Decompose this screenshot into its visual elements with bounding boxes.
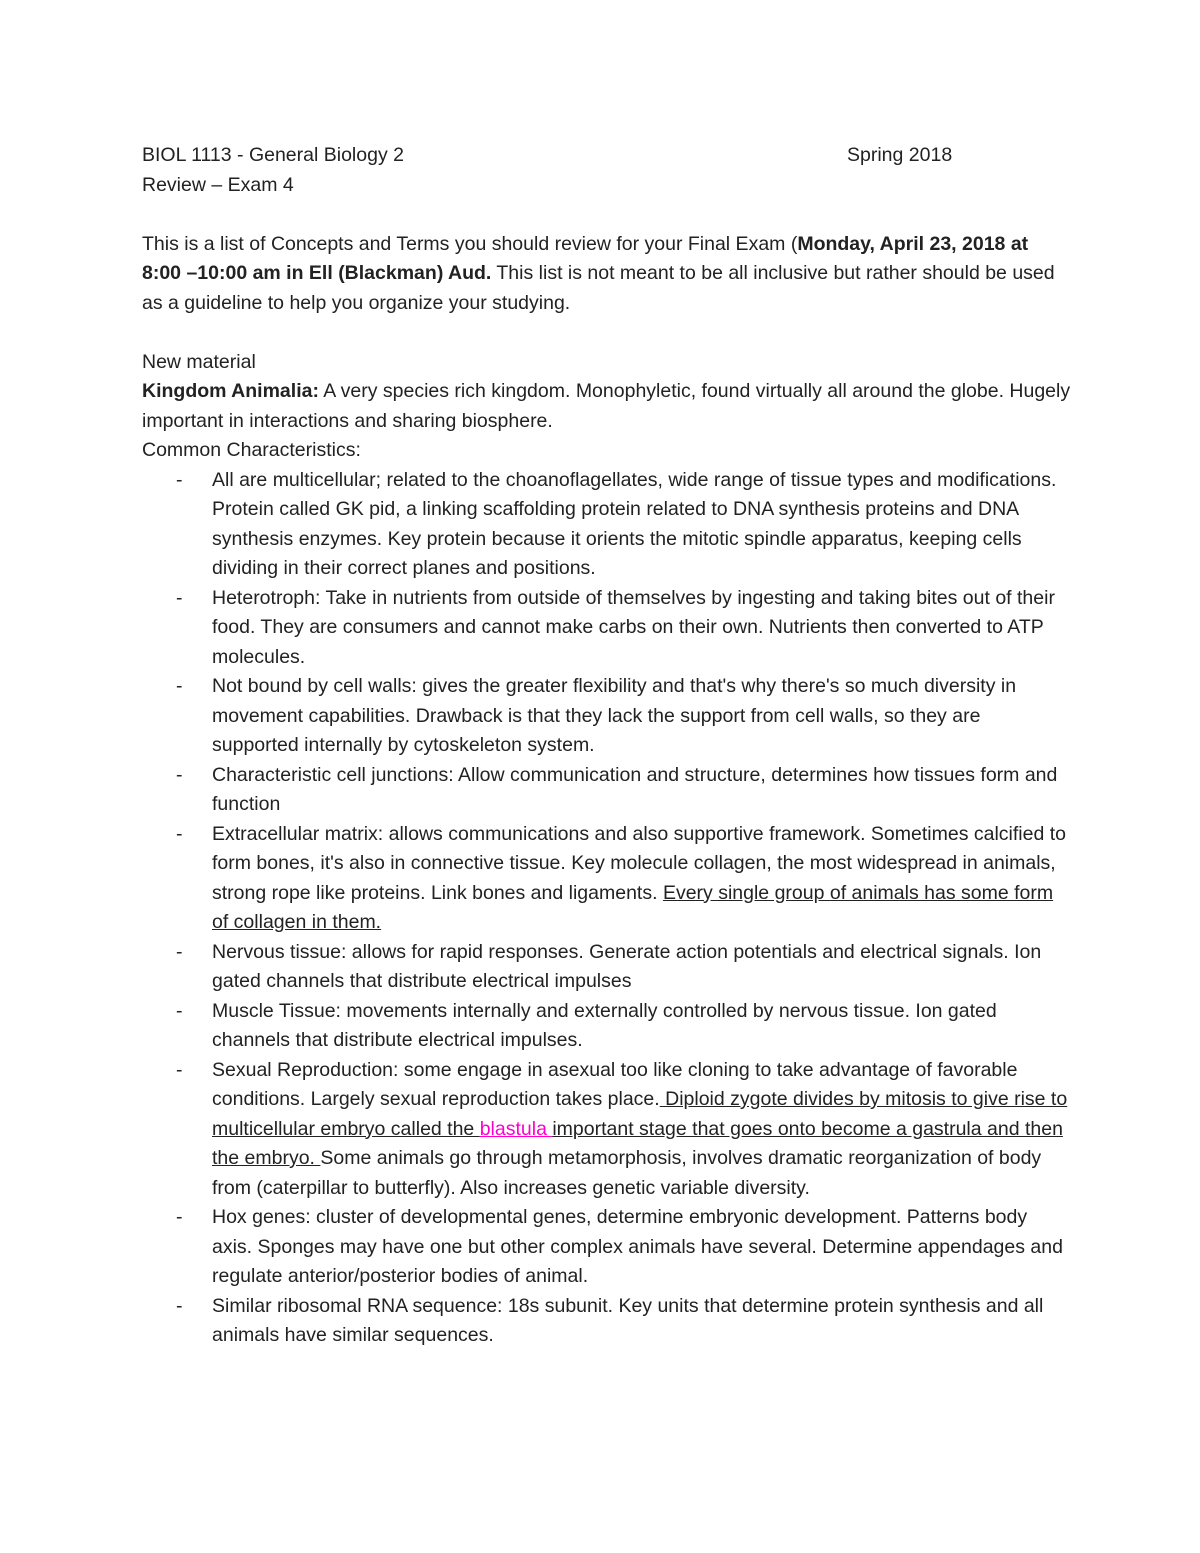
spacer — [142, 200, 1072, 230]
bullet-dash: - — [176, 999, 183, 1022]
list-item — [142, 1056, 1072, 1204]
kingdom-text: A very species rich kingdom. Monophyletic, found virtually all around the globe. Hugely important in interactions and sharing biosphere. — [142, 380, 1071, 432]
list-item — [142, 466, 1072, 584]
bullet-text: Sexual Reproduction: some engage in asexual too like cloning to take advantage of favorable conditions. Largely sexual reproduction takes place. — [212, 1058, 1018, 1110]
bullet-dash: - — [176, 468, 183, 491]
bullet-dash: - — [176, 822, 183, 845]
bullet-dash: - — [176, 940, 183, 963]
bullet-text: Characteristic cell junctions: Allow communication and structure, determines how tissues form and function — [212, 763, 1058, 815]
section-label: New material — [142, 350, 256, 373]
bullet-text: Muscle Tissue: movements internally and externally controlled by nervous tissue. Ion gated channels that distribute electrical impulses. — [212, 999, 997, 1051]
bullet-dash: - — [176, 675, 183, 697]
bullet-text: Extracellular matrix: allows communications and also supportive framework. Sometimes calcified to form bones, it's also in connective tissue. Key molecule collagen, the most widespread in animals, strong rope like proteins. Link bones and ligaments. — [212, 822, 1066, 904]
bullet-dash: - — [176, 763, 183, 786]
underlined-text: Diploid zygote divides by mitosis to give rise to multicellular embryo called the — [212, 1088, 1068, 1140]
characteristics-label: Common Characteristics: — [142, 439, 361, 461]
underlined-text: Every single group of animals has some form of collagen in them. — [212, 881, 1054, 933]
bullet-text: Similar ribosomal RNA sequence: 18s subunit. Key units that determine protein synthesis and all animals have similar sequences. — [212, 1294, 1044, 1346]
intro-text-2: This list is not meant to be all inclusive but rather should be used as a guideline to help you organize your studying. — [142, 262, 1055, 314]
underlined-text: important stage that goes onto become a gastrula and then the embryo. — [212, 1117, 1063, 1169]
course-title: BIOL 1113 - General Biology 2 — [142, 144, 404, 166]
exam-date-bold: Monday, April 23, 2018 at 8:00 –10:00 am in Ell (Blackman) Aud. — [142, 232, 1029, 284]
bullet-dash: - — [176, 586, 183, 609]
bullet-text: Not bound by cell walls: gives the greater flexibility and that's why there's so much diversity in movement capabilities. Drawback is that they lack the support from cell walls, so they are supported internally by cytoskeleton system. — [212, 675, 1017, 756]
list-item — [142, 584, 1072, 673]
bullet-text: Some animals go through metamorphosis, involves dramatic reorganization of body from (caterpillar to butterfly). Also increases genetic variable diversity. — [212, 1147, 1042, 1199]
spacer — [142, 318, 1072, 348]
list-item — [142, 761, 1072, 820]
bullet-text: Hox genes: cluster of developmental genes, determine embryonic development. Patterns body axis. Sponges may have one but other complex animals have several. Determine appendages and regulate anterior/posterior bodies of animal. — [212, 1206, 1063, 1287]
blastula-highlight: blastula — [479, 1117, 553, 1140]
intro-text-1: This is a list of Concepts and Terms you should review for your Final Exam ( — [142, 232, 798, 255]
intro-paragraph — [142, 230, 1072, 319]
bullet-dash: - — [176, 1206, 183, 1228]
kingdom-paragraph — [142, 377, 1072, 436]
document-page — [142, 141, 1072, 1351]
list-item — [142, 997, 1072, 1056]
list-item — [142, 938, 1072, 997]
list-item — [142, 1203, 1072, 1292]
bullet-dash: - — [176, 1058, 183, 1081]
bullet-text: Heterotroph: Take in nutrients from outside of themselves by ingesting and taking bites out of their food. They are consumers and cannot make carbs on their own. Nutrients then converted to ATP molecules. — [212, 586, 1055, 668]
header-row — [142, 141, 1072, 171]
bullet-text: Nervous tissue: allows for rapid responses. Generate action potentials and electrical signals. Ion gated channels that distribute electrical impulses — [212, 940, 1042, 992]
bullet-dash: - — [176, 1294, 183, 1317]
list-item — [142, 672, 1072, 761]
term-label: Spring 2018 — [847, 144, 953, 166]
bullet-text: All are multicellular; related to the choanoflagellates, wide range of tissue types and modifications. Protein called GK pid, a linking scaffolding protein related to DNA synthesis proteins and DNA synthesis enzymes. Key protein because it orients the mitotic spindle apparatus, keeping cells dividing in their correct planes and positions. — [212, 468, 1057, 579]
list-item — [142, 1292, 1072, 1351]
kingdom-label: Kingdom Animalia: — [142, 380, 319, 402]
document-subtitle: Review – Exam 4 — [142, 173, 294, 196]
list-item — [142, 820, 1072, 938]
characteristics-list — [142, 466, 1072, 1351]
